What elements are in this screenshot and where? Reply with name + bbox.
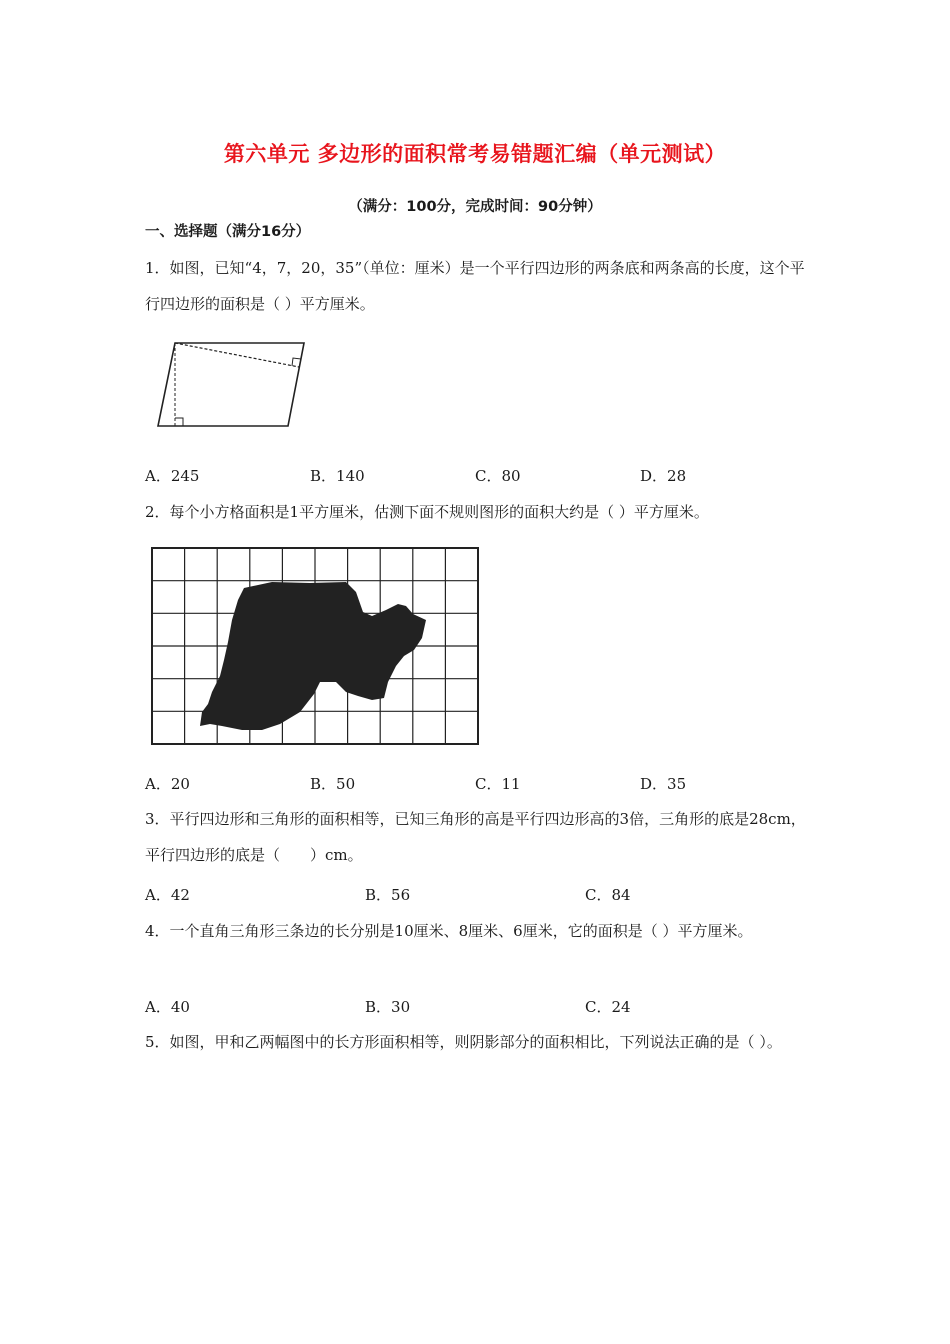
question-5-text: 5．如图，甲和乙两幅图中的长方形面积相等，则阴影部分的面积相比，下列说法正确的是（ ）。 [145,1033,782,1051]
option-a[interactable]: A．245 [145,467,200,485]
right-angle-mark-bottom [175,418,183,426]
option-d[interactable]: D．35 [640,775,687,793]
option-b[interactable]: B．50 [310,775,356,793]
option-a[interactable]: A．42 [145,886,190,904]
option-c[interactable]: C．80 [475,467,521,485]
option-a[interactable]: A．20 [145,775,190,793]
height-line-slanted [175,343,299,367]
option-c[interactable]: C．84 [585,886,631,904]
parallelogram-figure [155,340,307,432]
option-d[interactable]: D．28 [640,467,687,485]
parallelogram-outline [158,343,304,426]
option-b[interactable]: B．140 [310,467,365,485]
option-c[interactable]: C．24 [585,998,631,1016]
exam-info: （满分：100分，完成时间：90分钟） [348,199,602,215]
section-heading: 一、选择题（满分16分） [145,224,311,240]
document-title: 第六单元 多边形的面积常考易错题汇编（单元测试） [223,142,727,166]
question-2-text: 2．每个小方格面积是1平方厘米，估测下面不规则图形的面积大约是（ ）平方厘米。 [145,503,709,521]
option-b[interactable]: B．30 [365,998,411,1016]
irregular-shape [200,582,426,730]
option-c[interactable]: C．11 [475,775,521,793]
option-a[interactable]: A．40 [145,998,190,1016]
grid-shape-figure [150,546,480,746]
question-1-text: 1．如图，已知“4，7，20，35”（单位：厘米）是一个平行四边形的两条底和两条高的长度，这个平行四边形的面积是（ ）平方厘米。 [145,259,805,313]
option-b[interactable]: B．56 [365,886,411,904]
question-4-text: 4．一个直角三角形三条边的长分别是10厘米、8厘米、6厘米，它的面积是（ ）平方厘米。 [145,922,753,940]
question-3-text: 3．平行四边形和三角形的面积相等，已知三角形的高是平行四边形高的3倍，三角形的底是28cm，平行四边形的底是（ ）cm。 [145,810,806,864]
